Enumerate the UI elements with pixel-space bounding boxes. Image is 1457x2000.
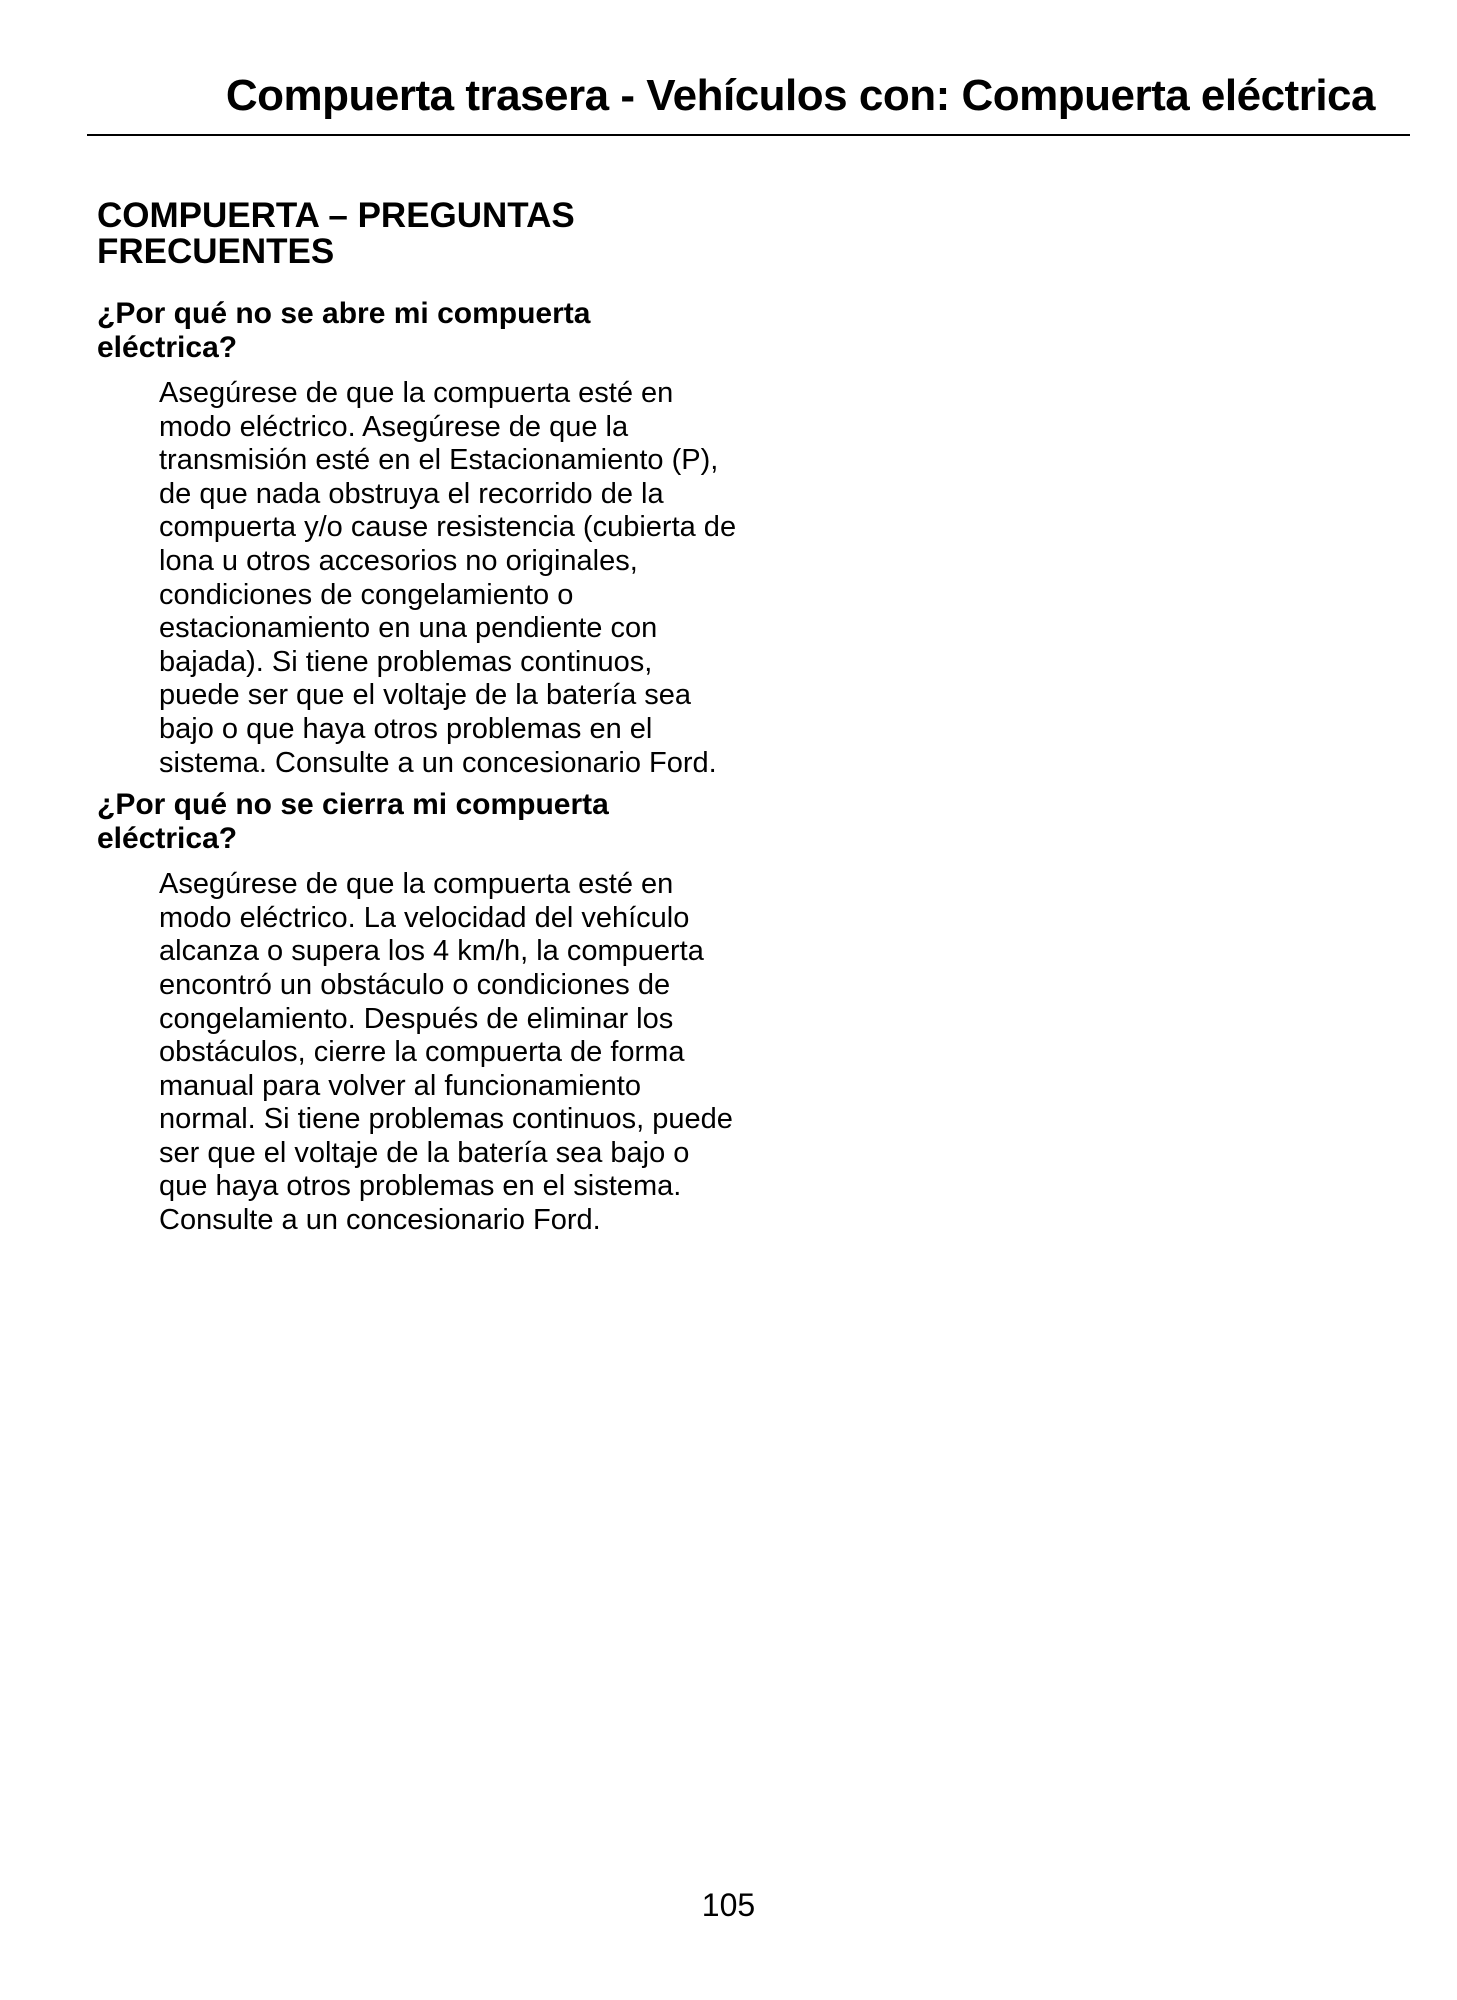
header-divider [87,134,1410,136]
faq-answer-2: Asegúrese de que la compuerta esté en modo eléctrico. La velocidad del vehículo alcanza o supera los 4 km/h, la compuerta encontró un obstáculo o condiciones de congelamiento. Después de eliminar los obstáculos, cierre la compuerta de forma manual para volver al funcionamiento normal. Si tiene problemas continuos, puede ser que el voltaje de la batería sea bajo o que haya otros problemas en el sistema. Consulte a un concesionario Ford. [159,868,733,1237]
faq-answer-1: Asegúrese de que la compuerta esté en modo eléctrico. Asegúrese de que la transmisión esté en el Estacionamiento (P), de que nada obstruya el recorrido de la compuerta y/o cause resistencia (cubierta de lona u otros accesorios no originales, condiciones de congelamiento o estacionamiento en una pendiente con bajada). Si tiene problemas continuos, puede ser que el voltaje de la batería sea bajo o que haya otros problemas en el sistema. Consulte a un concesionario Ford. [159,377,737,779]
main-content [97,198,737,1238]
faq-question-1: ¿Por qué no se abre mi compuerta eléctrica? [97,297,591,364]
faq-question-2: ¿Por qué no se cierra mi compuerta eléctrica? [97,788,609,856]
page-number: 105 [701,1887,756,1923]
page-header-title: Compuerta trasera - Vehículos con: Compuerta eléctrica [225,71,1375,120]
section-title: COMPUERTA – PREGUNTAS FRECUENTES [97,196,575,271]
